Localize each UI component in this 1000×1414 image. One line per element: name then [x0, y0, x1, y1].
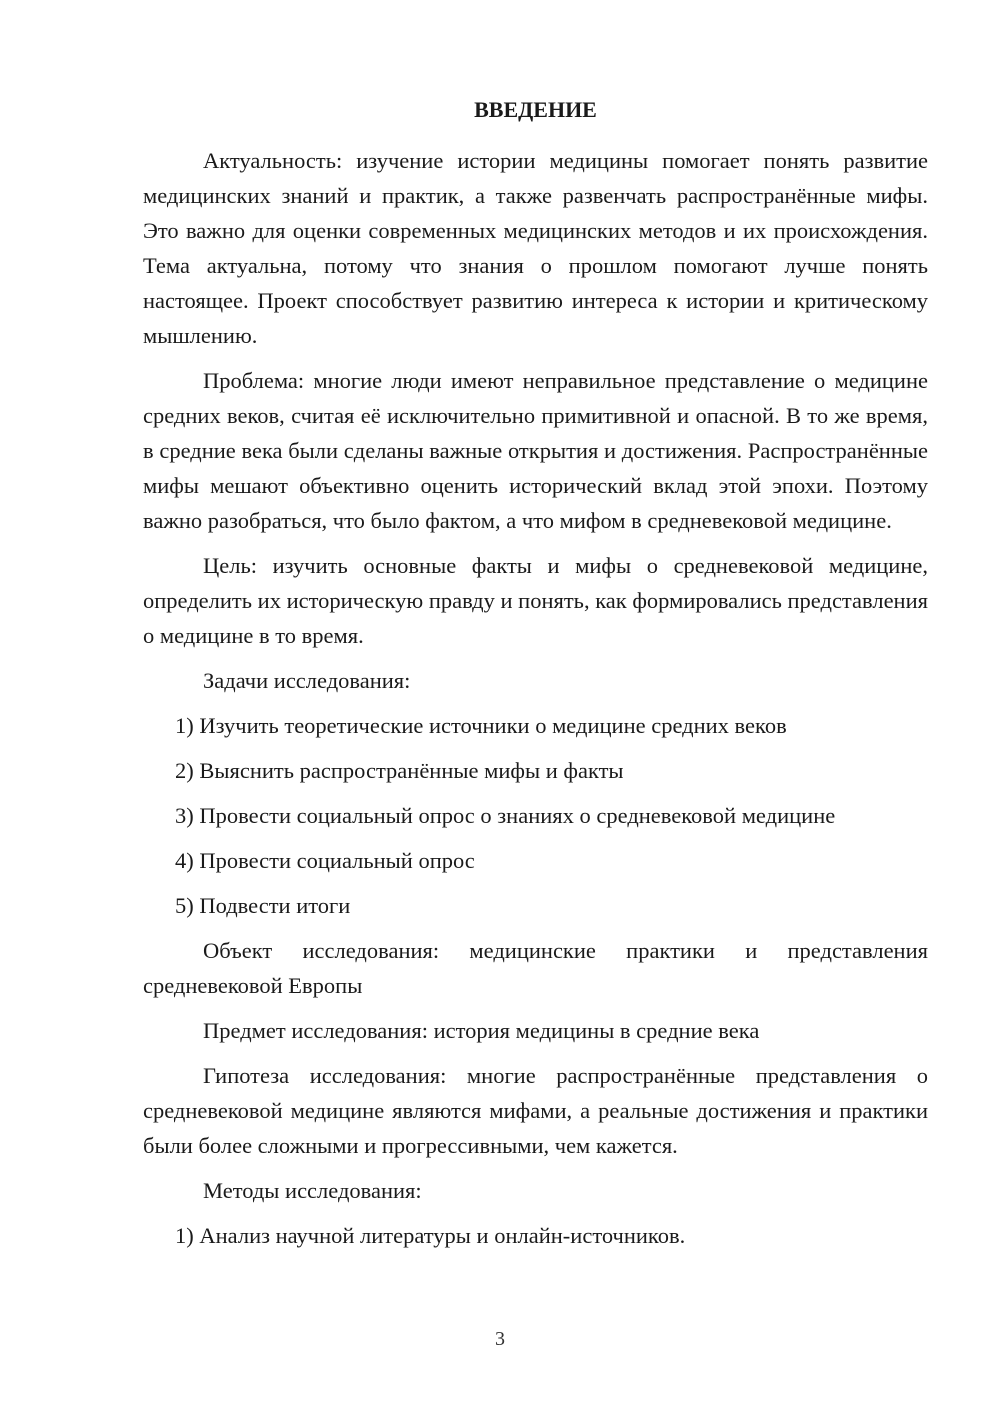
page-number: 3 — [495, 1328, 505, 1350]
task-item: 2) Выяснить распространённые мифы и факты — [175, 758, 624, 783]
section-title: ВВЕДЕНИЕ — [474, 97, 597, 122]
task-item: 5) Подвести итоги — [175, 893, 351, 918]
task-item: 4) Провести социальный опрос — [175, 848, 475, 873]
method-item: 1) Анализ научной литературы и онлайн-источников. — [175, 1223, 686, 1248]
subject-paragraph: Предмет исследования: история медицины в средние века — [203, 1018, 760, 1043]
goal-paragraph: Цель: изучить основные факты и мифы о средневековой медицине, определить их историческую правду и понять, как формировались представления о медицине в то время. — [143, 553, 928, 648]
task-item: 3) Провести социальный опрос о знаниях о средневековой медицине — [175, 803, 836, 828]
hypothesis-paragraph: Гипотеза исследования: многие распространённые представления о средневековой медицине являются мифами, а реальные достижения и практики были более сложными и прогрессивными, чем кажется. — [143, 1063, 928, 1158]
relevance-paragraph: Актуальность: изучение истории медицины помогает понять развитие медицинских знаний и практик, а также развенчать распространённые мифы. Это важно для оценки современных медицинских методов и их происхождения. Тема актуальна, потому что знания о прошлом помогают лучше понять настоящее. Проект способствует развитию интереса к истории и критическому мышлению. — [143, 148, 928, 348]
problem-paragraph: Проблема: многие люди имеют неправильное представление о медицине средних веков, считая её исключительно примитивной и опасной. В то же время, в средние века были сделаны важные открытия и достижения. Распространённые мифы мешают объективно оценить исторический вклад этой эпохи. Поэтому важно разобраться, что было фактом, а что мифом в средневековой медицине. — [143, 368, 928, 533]
task-item: 1) Изучить теоретические источники о медицине средних веков — [175, 713, 787, 738]
document-page — [143, 92, 928, 1263]
tasks-heading: Задачи исследования: — [203, 668, 411, 693]
methods-heading: Методы исследования: — [203, 1178, 422, 1203]
object-paragraph: Объект исследования: медицинские практики и представления средневековой Европы — [143, 938, 928, 998]
